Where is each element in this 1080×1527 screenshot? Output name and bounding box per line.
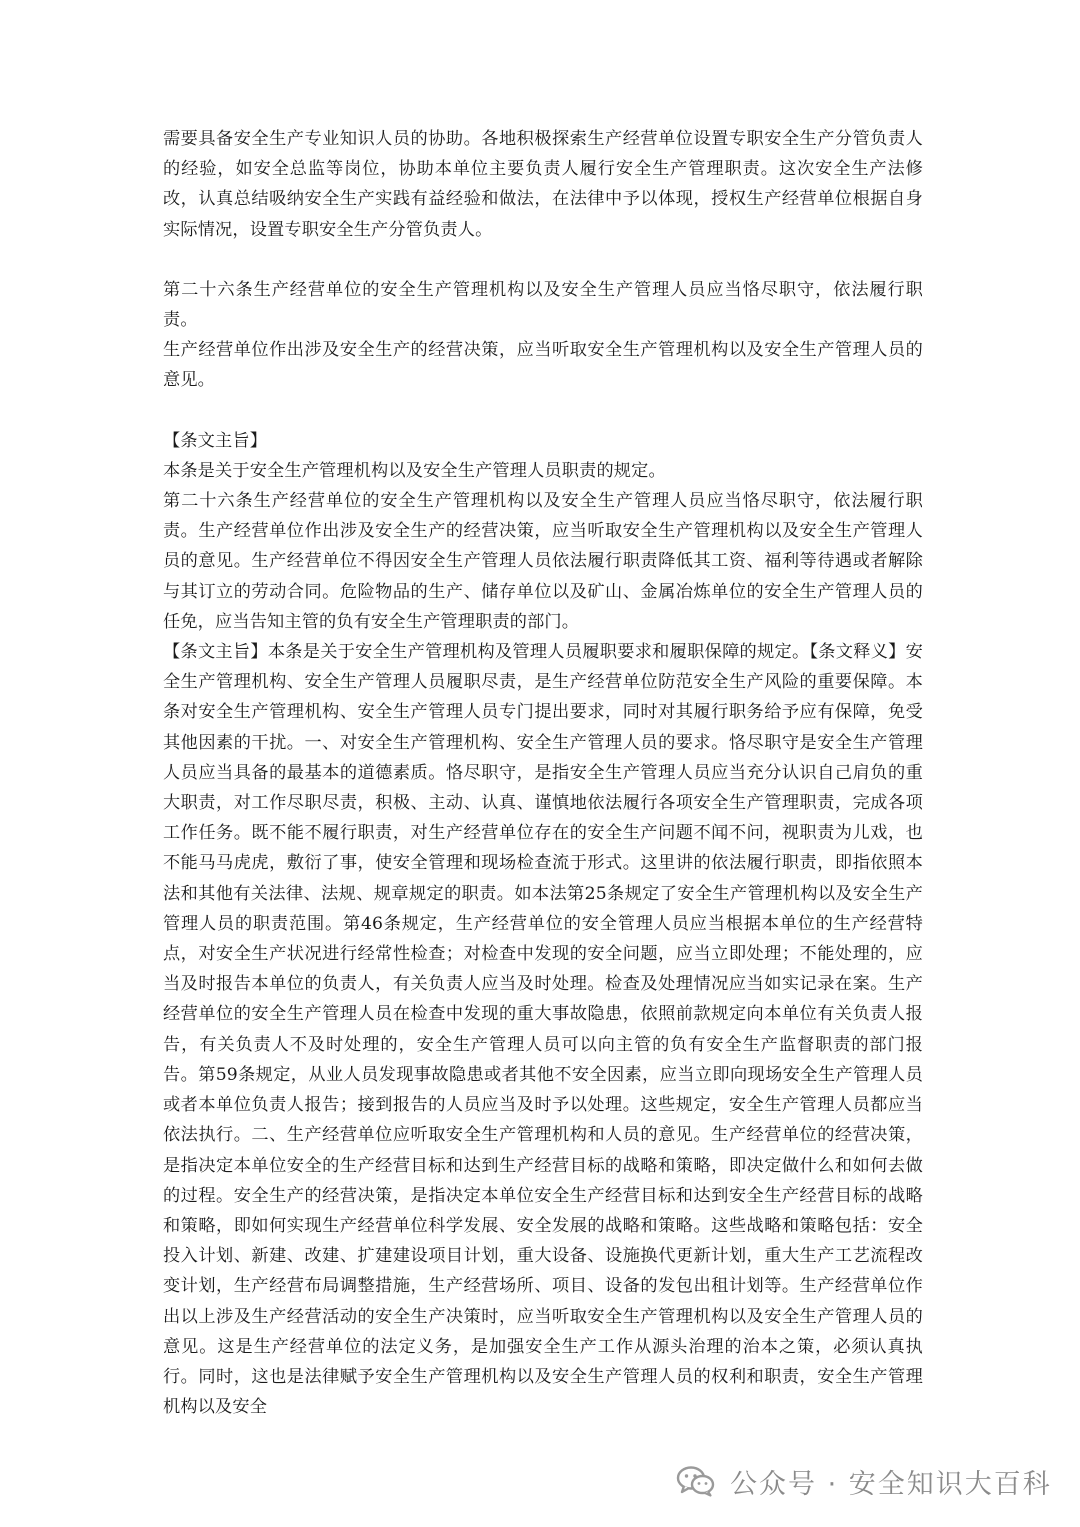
paragraph-article-26-full: 第二十六条生产经营单位的安全生产管理机构以及安全生产管理人员应当恪尽职守，依法履行职责。生产经营单位作出涉及安全生产的经营决策，应当听取安全生产管理机构以及安全生产管理人员的意见。生产经营单位不得因安全生产管理人员依法履行职责降低其工资、福利等待遇或者解除与其订立的劳动合同。危险物品的生产、储存单位以及矿山、金属冶炼单位的安全生产管理人员的任免，应当告知主管的负有安全生产管理职责的部门。 [163,491,923,632]
document-body [163,124,923,1422]
paragraph-intro: 需要具备安全生产专业知识人员的协助。各地积极探索生产经营单位设置专职安全生产分管负责人的经验，如安全总监等岗位，协助本单位主要负责人履行安全生产管理职责。这次安全生产法修改，认真总结吸纳安全生产实践有益经验和做法，在法律中予以体现，授权生产经营单位根据自身实际情况，设置专职安全生产分管负责人。 [163,129,923,240]
paragraph-article-26: 第二十六条生产经营单位的安全生产管理机构以及安全生产管理人员应当恪尽职守，依法履行职责。 [163,279,923,331]
paragraph-purpose-summary: 本条是关于安全生产管理机构以及安全生产管理人员职责的规定。 [163,460,666,481]
paragraph-interpretation: 【条文主旨】本条是关于安全生产管理机构及管理人员履职要求和履职保障的规定。【条文释义】安全生产管理机构、安全生产管理人员履职尽责，是生产经营单位防范安全生产风险的重要保障。本条对安全生产管理机构、安全生产管理人员专门提出要求，同时对其履行职务给予应有保障，免受其他因素的干扰。一、对安全生产管理机构、安全生产管理人员的要求。恪尽职守是安全生产管理人员应当具备的最基本的道德素质。恪尽职守，是指安全生产管理人员应当充分认识自己肩负的重大职责，对工作尽职尽责，积极、主动、认真、谨慎地依法履行各项安全生产管理职责，完成各项工作任务。既不能不履行职责，对生产经营单位存在的安全生产问题不闻不问，视职责为儿戏，也不能马马虎虎，敷衍了事，使安全管理和现场检查流于形式。这里讲的依法履行职责，即指依照本法和其他有关法律、法规、规章规定的职责。如本法第25条规定了安全生产管理机构以及安全生产管理人员的职责范围。第46条规定，生产经营单位的安全管理人员应当根据本单位的生产经营特点，对安全生产状况进行经常性检查；对检查中发现的安全问题，应当立即处理；不能处理的，应当及时报告本单位的负责人，有关负责人应当及时处理。检查及处理情况应当如实记录在案。生产经营单位的安全生产管理人员在检查中发现的重大事故隐患，依照前款规定向本单位有关负责人报告，有关负责人不及时处理的，安全生产管理人员可以向主管的负有安全生产监督职责的部门报告。第59条规定，从业人员发现事故隐患或者其他不安全因素，应当立即向现场安全生产管理人员或者本单位负责人报告；接到报告的人员应当及时予以处理。这些规定，安全生产管理人员都应当依法执行。二、生产经营单位应听取安全生产管理机构和人员的意见。生产经营单位的经营决策，是指决定本单位安全的生产经营目标和达到生产经营目标的战略和策略，即决定做什么和如何去做的过程。安全生产的经营决策，是指决定本单位安全生产经营目标和达到安全生产经营目标的战略和策略，即如何实现生产经营单位科学发展、安全发展的战略和策略。这些战略和策略包括：安全投入计划、新建、改建、扩建建设项目计划，重大设备、设施换代更新计划，重大生产工艺流程改变计划，生产经营布局调整措施，生产经营场所、项目、设备的发包出租计划等。生产经营单位作出以上涉及生产经营活动的安全生产决策时，应当听取安全生产管理机构以及安全生产管理人员的意见。这是生产经营单位的法定义务，是加强安全生产工作从源头治理的治本之策，必须认真执行。同时，这也是法律赋予安全生产管理机构以及安全生产管理人员的权利和职责，安全生产管理机构以及安全 [163,642,923,1418]
watermark [676,1461,1052,1501]
section-heading-purpose: 【条文主旨】 [163,430,268,451]
wechat-icon [676,1465,716,1497]
paragraph-article-26-clause-2: 生产经营单位作出涉及安全生产的经营决策，应当听取安全生产管理机构以及安全生产管理人员的意见。 [163,340,923,391]
watermark-text: 公众号 · 安全知识大百科 [730,1468,1052,1500]
